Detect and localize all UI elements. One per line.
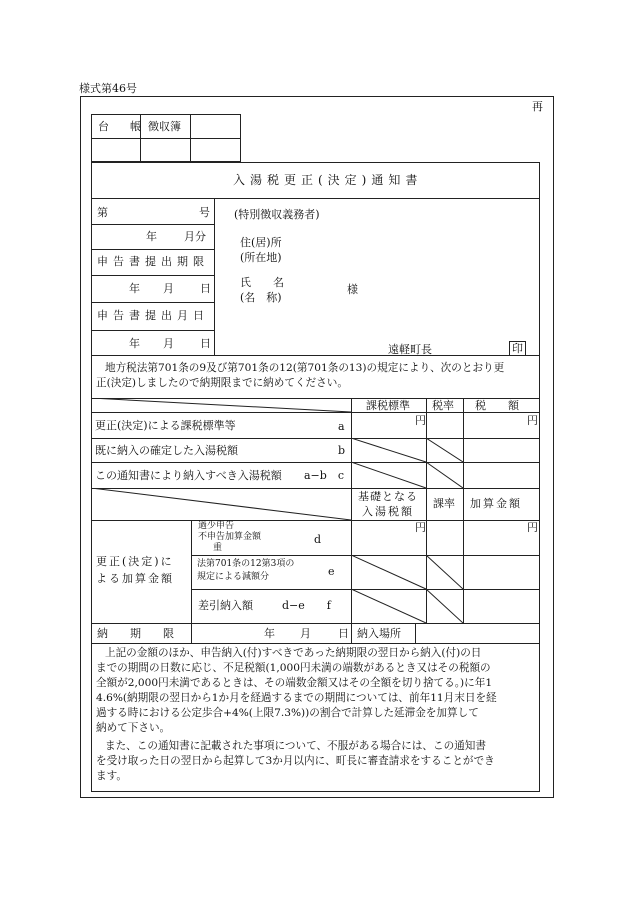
tax-unit-amount: 円 xyxy=(527,414,538,427)
deadline-year: 年 xyxy=(129,282,140,295)
payment-month: 月 xyxy=(300,627,311,640)
submitted-day: 日 xyxy=(200,337,211,350)
surcharge-blank-diagonals xyxy=(351,555,463,623)
surcharge-group-label-1: 更正(決定)に xyxy=(96,555,174,568)
surcharge-row-code: d−e f xyxy=(282,599,331,612)
number-label: 第 xyxy=(97,206,108,219)
form-number: 様式第46号 xyxy=(79,82,137,95)
payment-deadline-label: 納 期 限 xyxy=(97,627,174,640)
surcharge-row-code: d xyxy=(314,533,322,546)
footer-line-2: までの期間の日数に応じ、不足税額(1,000円未満の端数があるとき又はその税額の xyxy=(96,662,491,674)
deadline-day: 日 xyxy=(200,282,211,295)
surcharge-row-label: 法第701条の12第3項の xyxy=(197,559,295,569)
tax-unit-base: 円 xyxy=(415,414,426,427)
ledger-label: 台 帳 xyxy=(98,120,146,133)
reissue-mark: 再 xyxy=(532,100,543,113)
surcharge-header-diagonal xyxy=(91,488,351,520)
name-label: 氏 名 xyxy=(240,276,284,289)
surcharge-row-label: 過少申告 xyxy=(198,521,235,531)
deadline-month: 月 xyxy=(163,282,174,295)
surcharge-header-base-2: 入湯税額 xyxy=(362,505,414,518)
payment-year: 年 xyxy=(264,627,275,640)
notice-line-1: 地方税法第701条の9及び第701条の12(第701条の13)の規定により、次のとおり更 xyxy=(105,362,505,374)
payment-place-label: 納入場所 xyxy=(357,627,401,640)
tax-row-label: 既に納入の確定した入湯税額 xyxy=(95,444,238,457)
tax-header-amount: 税 額 xyxy=(475,399,519,412)
submitted-year: 年 xyxy=(129,337,140,350)
footer-line-4: 4.6%(納期限の翌日から1か月を経過するまでの期間については、前年11月末日を経 xyxy=(96,692,497,704)
honorific: 様 xyxy=(347,283,358,296)
tax-blank-diagonals xyxy=(351,438,463,488)
corp-name-label: (名 称) xyxy=(240,291,282,304)
special-collector-label: (特別徴収義務者) xyxy=(234,208,320,221)
surcharge-header-amount: 加算金額 xyxy=(470,497,522,510)
footer-line-1: 上記の金額のほか、申告納入(付)すべきであった納期限の翌日から納入(付)の日 xyxy=(105,647,482,659)
notice-line-2: 正(決定)しましたので納期限までに納めてください。 xyxy=(96,377,348,389)
footer-line-8: を受け取った日の翌日から起算して3か月以内に、町長に審査請求をすることができ xyxy=(96,755,495,767)
deadline-label: 申告書提出期限 xyxy=(97,255,209,268)
tax-header-diagonal xyxy=(91,398,351,412)
seal-mark: 印 xyxy=(509,341,526,356)
surcharge-row-code: e xyxy=(328,565,335,578)
tax-row-code: a−b c xyxy=(304,469,344,482)
surcharge-row-label: 不申告加算金額 xyxy=(198,532,262,542)
location-label: (所在地) xyxy=(240,251,282,264)
issuer-name: 遠軽町長 xyxy=(388,343,432,356)
submitted-month: 月 xyxy=(163,337,174,350)
footer-line-5: 過する時における公定歩合+4%(上限7.3%))の割合で計算した延滞金を加算して xyxy=(96,707,479,719)
footer-line-3: 全額が2,000円未満であるときは、その端数金額又はその全額を切り捨てる。)に年1 xyxy=(96,677,493,689)
surcharge-header-base-1: 基礎となる xyxy=(358,490,418,503)
surcharge-group-label-2: よる加算金額 xyxy=(96,572,174,585)
surcharge-header-rate: 課率 xyxy=(433,497,455,510)
surcharge-row-label: 規定による減額分 xyxy=(197,572,270,582)
number-suffix: 号 xyxy=(199,206,210,219)
surcharge-unit-base: 円 xyxy=(415,521,426,534)
collection-book-label: 徴収簿 xyxy=(148,120,181,133)
surcharge-unit-amount: 円 xyxy=(527,521,538,534)
tax-row-code: a xyxy=(338,420,345,433)
footer-line-7: また、この通知書に記載された事項について、不服がある場合には、この通知書 xyxy=(105,740,486,752)
tax-row-code: b xyxy=(338,444,346,457)
period-month: 月分 xyxy=(184,230,206,243)
tax-header-base: 課税標準 xyxy=(366,399,410,412)
tax-row-label: 更正(決定)による課税標準等 xyxy=(95,419,236,432)
tax-row-label: この通知書により納入すべき入湯税額 xyxy=(95,469,282,482)
surcharge-row-label: 差引納入額 xyxy=(198,599,253,612)
form-title: 入湯税更正(決定)通知書 xyxy=(233,173,423,187)
footer-line-9: ます。 xyxy=(96,770,127,782)
submitted-label: 申告書提出月日 xyxy=(97,309,209,322)
period-year: 年 xyxy=(146,230,157,243)
surcharge-row-label: 重 xyxy=(213,543,223,553)
address-label: 住(居)所 xyxy=(240,236,282,249)
tax-header-rate: 税率 xyxy=(432,399,454,412)
payment-day: 日 xyxy=(338,627,349,640)
footer-line-6: 納めて下さい。 xyxy=(96,722,171,734)
